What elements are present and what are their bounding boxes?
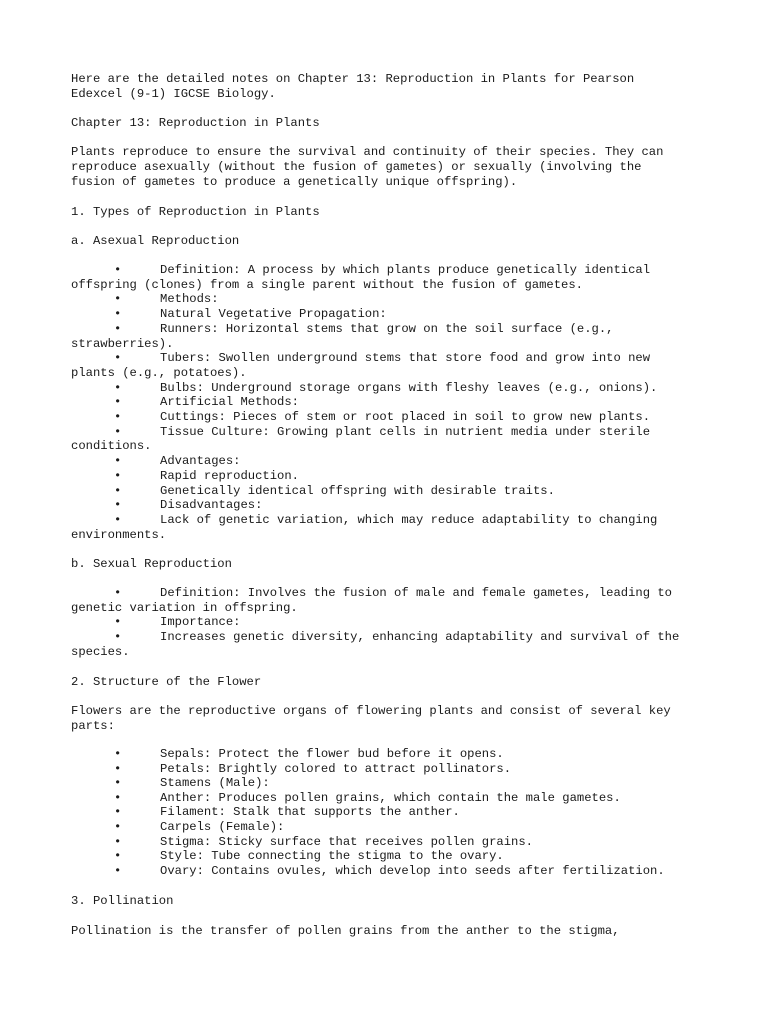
list-item: Natural Vegetative Propagation: [160,307,387,322]
bullet-icon: • [114,805,122,820]
list-item-continuation: environments. [71,527,167,542]
intro-line: Here are the detailed notes on Chapter 13: Reproduction in Plants for Pearson [71,72,635,86]
bullet-icon: • [114,307,122,322]
bullet-icon: • [114,483,122,498]
list-item: Tubers: Swollen underground stems that store food and grow into new [160,351,651,366]
list-item: Filament: Stalk that supports the anther. [160,805,460,820]
list-item: Style: Tube connecting the stigma to the ovary. [160,849,504,864]
list-item: Artificial Methods: [160,395,299,410]
list-item-continuation: conditions. [71,439,152,454]
bullet-icon: • [114,615,122,630]
section-intro-line: parts: [71,719,115,733]
bullet-icon: • [114,424,122,439]
list-item: Methods: [160,292,219,307]
list-item: Increases genetic diversity, enhancing adaptability and survival of the [160,630,680,645]
list-item: Anther: Produces pollen grains, which contain the male gametes. [160,790,621,805]
section-intro-line: Flowers are the reproductive organs of flowering plants and consist of several key [71,704,671,718]
bullet-icon: • [114,849,122,864]
list-item: Petals: Brightly colored to attract pollinators. [160,761,512,776]
bullet-icon: • [114,863,122,878]
bullet-icon: • [114,747,122,761]
list-item: Importance: [160,615,241,630]
bullet-icon: • [114,380,122,395]
bullet-icon: • [114,776,122,791]
list-item: Sepals: Protect the flower bud before it opens. [160,747,504,761]
bullet-icon: • [114,292,122,307]
bullet-icon: • [114,834,122,849]
list-item-continuation: genetic variation in offspring. [71,600,298,615]
list-item: Cuttings: Pieces of stem or root placed in soil to grow new plants. [160,410,651,424]
list-item: Ovary: Contains ovules, which develop into seeds after fertilization. [160,863,665,878]
intro-line: Edexcel (9-1) IGCSE Biology. [71,87,276,101]
bullet-icon: • [114,630,122,645]
bullet-icon: • [114,790,122,805]
bullet-icon: • [114,321,122,336]
chapter-title: Chapter 13: Reproduction in Plants [71,116,320,130]
list-item: Lack of genetic variation, which may reduce adaptability to changing [160,512,658,527]
bullet-icon: • [114,512,122,527]
overview-line: Plants reproduce to ensure the survival and continuity of their species. They can [71,145,664,159]
list-item-continuation: strawberries). [71,336,174,351]
list-item: Disadvantages: [160,498,263,513]
overview-line: fusion of gametes to produce a genetically unique offspring). [71,175,518,189]
list-item: Tissue Culture: Growing plant cells in nutrient media under sterile [160,424,651,439]
list-item-continuation: species. [71,644,130,659]
list-item: Advantages: [160,454,241,469]
bullet-icon: • [114,263,122,277]
section-intro-line: Pollination is the transfer of pollen grains from the anther to the stigma, [71,924,620,938]
bullet-icon: • [114,410,122,424]
list-item-continuation: plants (e.g., potatoes). [71,365,247,380]
bullet-icon: • [114,761,122,776]
bullet-icon: • [114,351,122,366]
bullet-icon: • [114,820,122,834]
bullet-icon: • [114,454,122,469]
list-item-continuation: offspring (clones) from a single parent without the fusion of gametes. [71,277,583,292]
subsection-heading: a. Asexual Reproduction [71,234,240,248]
overview-line: reproduce asexually (without the fusion of gametes) or sexually (involving the [71,160,642,174]
section-heading: 1. Types of Reproduction in Plants [71,205,320,219]
section-heading: 2. Structure of the Flower [71,675,262,689]
list-item: Stigma: Sticky surface that receives pollen grains. [160,834,533,849]
list-item: Runners: Horizontal stems that grow on the soil surface (e.g., [160,321,614,336]
bullet-icon: • [114,395,122,410]
list-item: Bulbs: Underground storage organs with fleshy leaves (e.g., onions). [160,380,658,395]
subsection-heading: b. Sexual Reproduction [71,557,232,571]
list-item: Carpels (Female): [160,820,285,834]
bullet-icon: • [114,586,122,600]
section-heading: 3. Pollination [71,894,174,908]
list-item: Genetically identical offspring with desirable traits. [160,483,555,498]
list-item: Stamens (Male): [160,776,270,791]
list-item: Definition: Involves the fusion of male and female gametes, leading to [160,586,672,600]
list-item: Definition: A process by which plants produce genetically identical [160,263,651,277]
bullet-icon: • [114,498,122,513]
bullet-icon: • [114,468,122,483]
list-item: Rapid reproduction. [160,468,299,483]
